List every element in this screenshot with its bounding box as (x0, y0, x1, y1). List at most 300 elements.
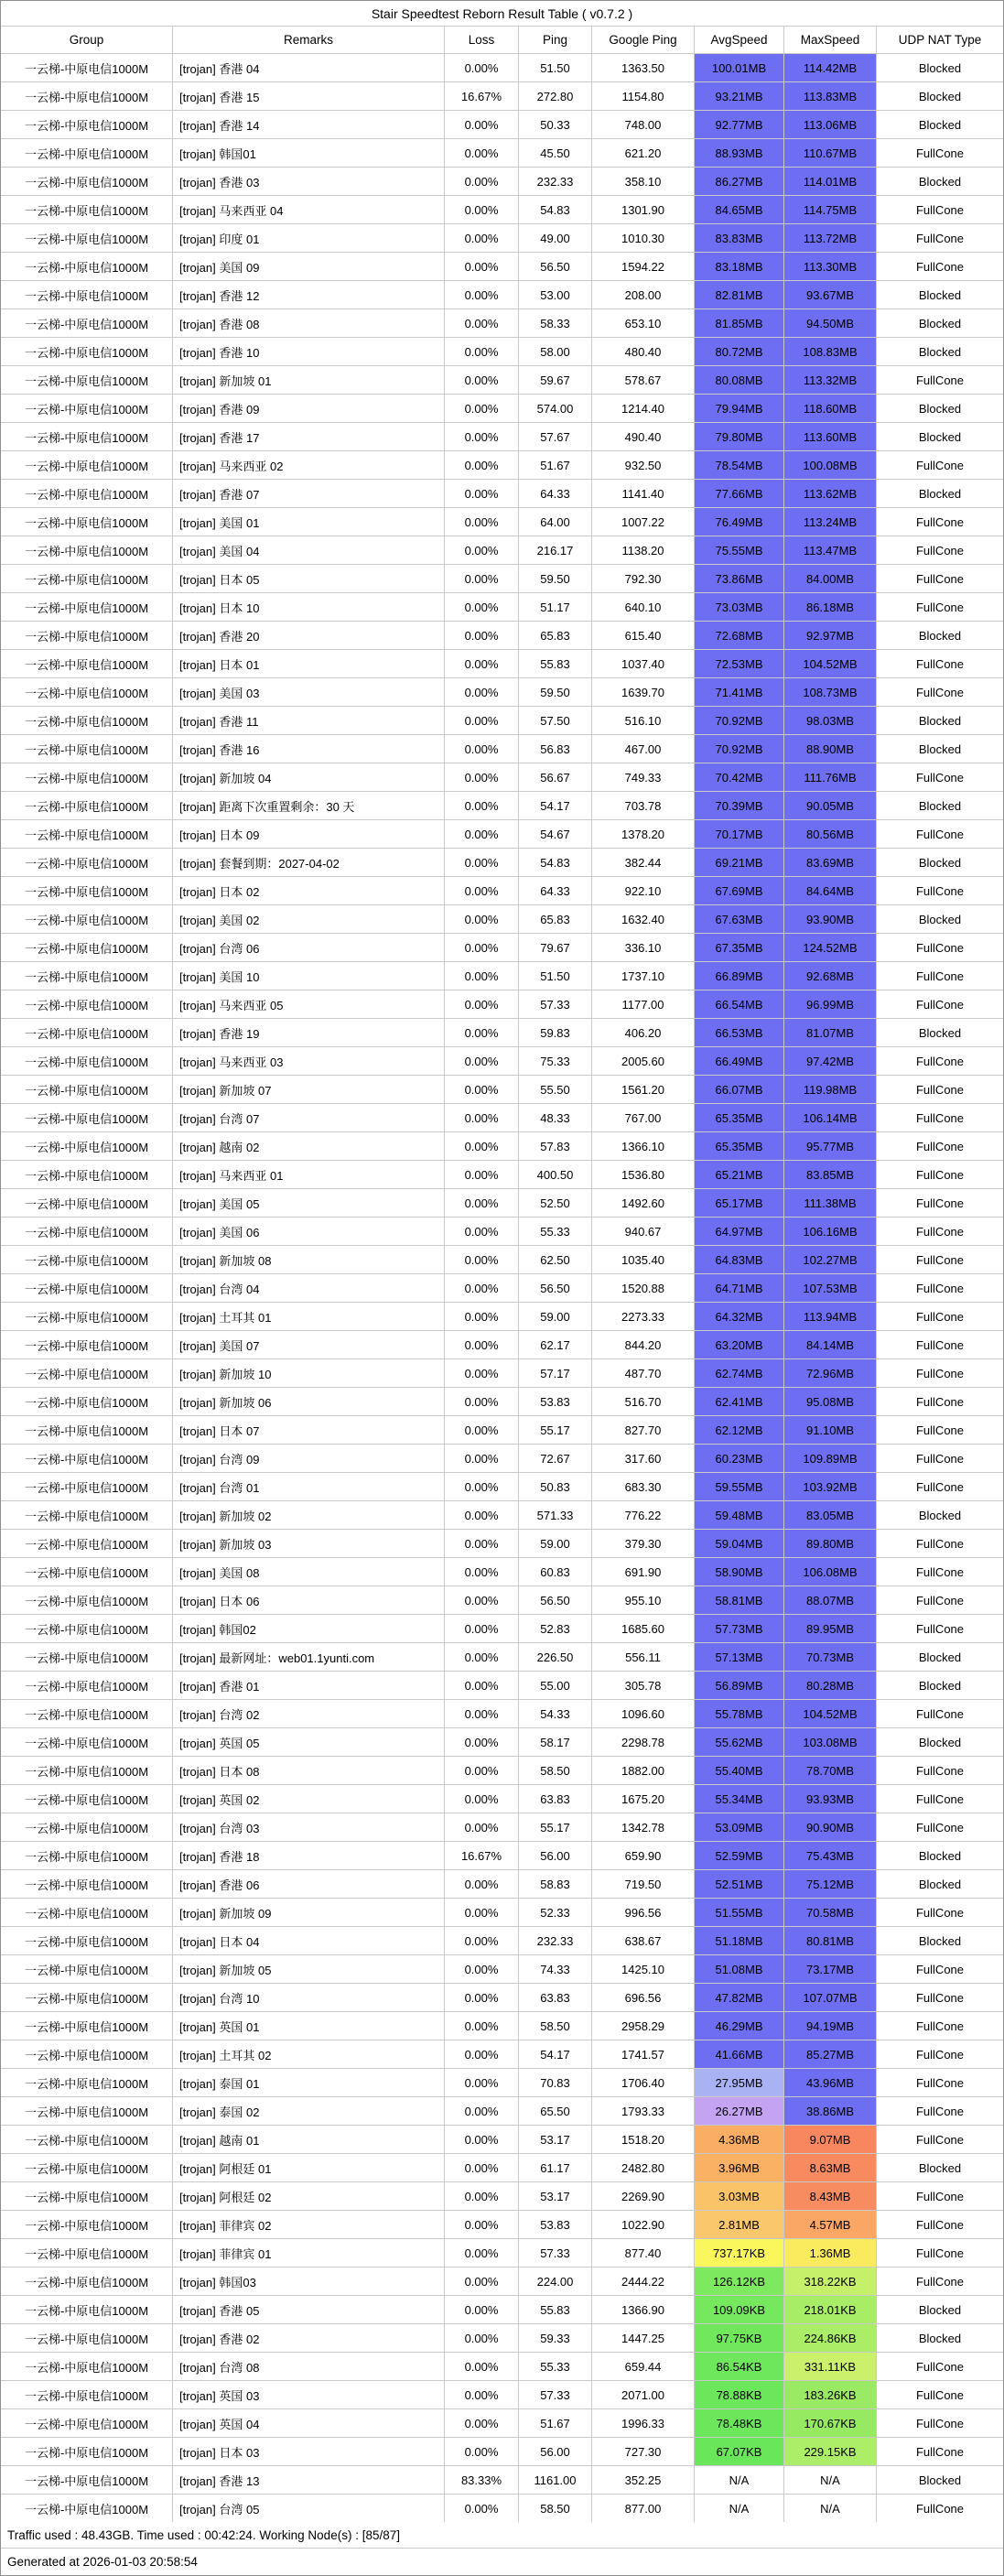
cell-avgspeed: 73.03MB (695, 593, 784, 621)
cell-google-ping: 487.70 (592, 1359, 695, 1387)
cell-loss: 0.00% (445, 1955, 519, 1983)
cell-ping: 51.50 (519, 962, 592, 990)
cell-ping: 62.50 (519, 1246, 592, 1273)
cell-udp-nat-type: FullCone (915, 1394, 965, 1409)
cell-group: 一云梯-中原电信1000M (1, 1899, 173, 1926)
cell-udp-nat-type: Blocked (918, 1877, 962, 1891)
cell-google-ping: 844.20 (592, 1331, 695, 1358)
cell-avgspeed: 64.97MB (695, 1218, 784, 1245)
cell-loss: 0.00% (445, 1785, 519, 1813)
cell-group: 一云梯-中原电信1000M (1, 2069, 173, 2096)
cell-ping: 57.33 (519, 990, 592, 1018)
cell-udp-nat-type: FullCone (915, 202, 965, 217)
cell-group: 一云梯-中原电信1000M (1, 1558, 173, 1586)
cell-avgspeed: 66.07MB (695, 1076, 784, 1103)
cell-group: 一云梯-中原电信1000M (1, 2182, 173, 2210)
cell-loss: 0.00% (445, 565, 519, 592)
cell-ping: 51.67 (519, 451, 592, 479)
cell-ping: 53.17 (519, 2182, 592, 2210)
cell-google-ping: 922.10 (592, 877, 695, 904)
cell-loss: 0.00% (445, 1416, 519, 1444)
cell-remarks: [trojan] 韩国01 (173, 139, 445, 167)
cell-google-ping: 467.00 (592, 735, 695, 763)
cell-remarks: [trojan] 新加坡 07 (173, 1076, 445, 1103)
cell-udp-nat-type: FullCone (915, 2359, 965, 2374)
cell-google-ping: 1378.20 (592, 820, 695, 848)
cell-remarks: [trojan] 美国 07 (173, 1331, 445, 1358)
cell-group: 一云梯-中原电信1000M (1, 820, 173, 848)
table-row (1, 2097, 1003, 2126)
table-row (1, 1445, 1003, 1473)
cell-google-ping: 1138.20 (592, 536, 695, 564)
cell-remarks: [trojan] 台湾 10 (173, 1984, 445, 2011)
cell-group: 一云梯-中原电信1000M (1, 1813, 173, 1841)
table-row (1, 2296, 1003, 2324)
table-row (1, 2466, 1003, 2495)
cell-udp-nat-type: Blocked (918, 713, 962, 728)
table-row (1, 451, 1003, 480)
cell-ping: 53.83 (519, 1388, 592, 1415)
cell-udp-nat-type: FullCone (915, 1139, 965, 1153)
cell-maxspeed: 110.67MB (784, 139, 877, 167)
cell-maxspeed: 111.76MB (784, 763, 877, 791)
cell-avgspeed: 66.89MB (695, 962, 784, 990)
cell-group: 一云梯-中原电信1000M (1, 1246, 173, 1273)
cell-loss: 0.00% (445, 2069, 519, 2096)
table-row (1, 1076, 1003, 1104)
table-row (1, 196, 1003, 224)
cell-ping: 64.00 (519, 508, 592, 536)
table-row (1, 934, 1003, 962)
cell-google-ping: 2005.60 (592, 1047, 695, 1075)
cell-avgspeed: 78.88KB (695, 2381, 784, 2408)
cell-group: 一云梯-中原电信1000M (1, 1501, 173, 1529)
cell-group: 一云梯-中原电信1000M (1, 707, 173, 734)
cell-maxspeed: 80.81MB (784, 1927, 877, 1954)
cell-ping: 50.83 (519, 1473, 592, 1500)
cell-remarks: [trojan] 马来西亚 02 (173, 451, 445, 479)
cell-ping: 224.00 (519, 2268, 592, 2295)
cell-avgspeed: 86.54KB (695, 2353, 784, 2380)
cell-google-ping: 2269.90 (592, 2182, 695, 2210)
cell-avgspeed: 109.09KB (695, 2296, 784, 2323)
cell-remarks: [trojan] 美国 01 (173, 508, 445, 536)
cell-udp-nat-type: FullCone (915, 656, 965, 671)
cell-ping: 57.83 (519, 1132, 592, 1160)
cell-ping: 64.33 (519, 480, 592, 507)
cell-maxspeed: 96.99MB (784, 990, 877, 1018)
cell-loss: 0.00% (445, 990, 519, 1018)
cell-maxspeed: 113.62MB (784, 480, 877, 507)
cell-remarks: [trojan] 美国 02 (173, 905, 445, 933)
cell-udp-nat-type: FullCone (915, 458, 965, 472)
cell-remarks: [trojan] 香港 08 (173, 309, 445, 337)
table-row (1, 1416, 1003, 1445)
cell-remarks: [trojan] 香港 10 (173, 338, 445, 365)
cell-maxspeed: 114.01MB (784, 168, 877, 195)
cell-group: 一云梯-中原电信1000M (1, 2381, 173, 2408)
cell-remarks: [trojan] 韩国03 (173, 2268, 445, 2295)
cell-remarks: [trojan] 台湾 07 (173, 1104, 445, 1131)
cell-loss: 0.00% (445, 1161, 519, 1188)
cell-group: 一云梯-中原电信1000M (1, 1955, 173, 1983)
cell-group: 一云梯-中原电信1000M (1, 735, 173, 763)
cell-ping: 75.33 (519, 1047, 592, 1075)
cell-avgspeed: 79.94MB (695, 395, 784, 422)
cell-avgspeed: 75.55MB (695, 536, 784, 564)
cell-ping: 59.67 (519, 366, 592, 394)
cell-udp-nat-type: FullCone (915, 543, 965, 557)
cell-google-ping: 659.90 (592, 1842, 695, 1869)
cell-maxspeed: 95.77MB (784, 1132, 877, 1160)
cell-group: 一云梯-中原电信1000M (1, 508, 173, 536)
cell-loss: 0.00% (445, 792, 519, 819)
cell-udp-nat-type: Blocked (918, 1650, 962, 1664)
cell-maxspeed: 106.16MB (784, 1218, 877, 1245)
cell-maxspeed: 103.92MB (784, 1473, 877, 1500)
cell-avgspeed: 78.48KB (695, 2409, 784, 2437)
cell-ping: 571.33 (519, 1501, 592, 1529)
cell-loss: 0.00% (445, 2239, 519, 2267)
cell-remarks: [trojan] 台湾 09 (173, 1445, 445, 1472)
cell-group: 一云梯-中原电信1000M (1, 1388, 173, 1415)
cell-ping: 65.83 (519, 905, 592, 933)
cell-maxspeed: 80.28MB (784, 1672, 877, 1699)
cell-remarks: [trojan] 台湾 01 (173, 1473, 445, 1500)
cell-loss: 0.00% (445, 849, 519, 876)
cell-loss: 0.00% (445, 678, 519, 706)
cell-google-ping: 877.00 (592, 2495, 695, 2522)
cell-group: 一云梯-中原电信1000M (1, 1842, 173, 1869)
cell-loss: 0.00% (445, 1388, 519, 1415)
cell-loss: 0.00% (445, 1019, 519, 1046)
cell-udp-nat-type: FullCone (915, 1082, 965, 1097)
cell-ping: 59.50 (519, 565, 592, 592)
table-row (1, 366, 1003, 395)
cell-loss: 0.00% (445, 1899, 519, 1926)
table-row (1, 593, 1003, 622)
cell-maxspeed: 93.67MB (784, 281, 877, 308)
cell-maxspeed: 70.58MB (784, 1899, 877, 1926)
cell-udp-nat-type: FullCone (915, 373, 965, 387)
cell-maxspeed: 114.42MB (784, 54, 877, 81)
cell-ping: 56.50 (519, 1586, 592, 1614)
table-row (1, 1728, 1003, 1757)
cell-group: 一云梯-中原电信1000M (1, 1530, 173, 1557)
cell-loss: 0.00% (445, 224, 519, 252)
cell-udp-nat-type: FullCone (915, 1224, 965, 1239)
cell-group: 一云梯-中原电信1000M (1, 480, 173, 507)
cell-remarks: [trojan] 印度 01 (173, 224, 445, 252)
cell-group: 一云梯-中原电信1000M (1, 2097, 173, 2125)
table-row (1, 508, 1003, 536)
cell-remarks: [trojan] 日本 10 (173, 593, 445, 621)
cell-maxspeed: 108.73MB (784, 678, 877, 706)
cell-ping: 216.17 (519, 536, 592, 564)
cell-remarks: [trojan] 香港 16 (173, 735, 445, 763)
cell-group: 一云梯-中原电信1000M (1, 2409, 173, 2437)
cell-udp-nat-type: Blocked (918, 174, 962, 189)
cell-loss: 0.00% (445, 1303, 519, 1330)
cell-group: 一云梯-中原电信1000M (1, 82, 173, 110)
table-row (1, 1359, 1003, 1388)
cell-loss: 0.00% (445, 366, 519, 394)
cell-google-ping: 208.00 (592, 281, 695, 308)
cell-ping: 51.50 (519, 54, 592, 81)
cell-avgspeed: 51.55MB (695, 1899, 784, 1926)
cell-group: 一云梯-中原电信1000M (1, 962, 173, 990)
cell-avgspeed: 58.90MB (695, 1558, 784, 1586)
cell-maxspeed: 331.11KB (784, 2353, 877, 2380)
table-row (1, 678, 1003, 707)
cell-loss: 0.00% (445, 1700, 519, 1727)
table-row (1, 1132, 1003, 1161)
cell-google-ping: 2958.29 (592, 2012, 695, 2040)
cell-maxspeed: 104.52MB (784, 1700, 877, 1727)
cell-remarks: [trojan] 马来西亚 04 (173, 196, 445, 223)
col-header-udp-nat-type: UDP NAT Type (898, 33, 982, 47)
cell-maxspeed: 106.14MB (784, 1104, 877, 1131)
cell-maxspeed: 8.63MB (784, 2154, 877, 2181)
cell-remarks: [trojan] 英国 02 (173, 1785, 445, 1813)
cell-group: 一云梯-中原电信1000M (1, 2466, 173, 2494)
table-row (1, 877, 1003, 905)
cell-loss: 0.00% (445, 1274, 519, 1302)
cell-maxspeed: 98.03MB (784, 707, 877, 734)
cell-google-ping: 1366.10 (592, 1132, 695, 1160)
cell-loss: 0.00% (445, 735, 519, 763)
cell-remarks: [trojan] 日本 02 (173, 877, 445, 904)
table-row (1, 1643, 1003, 1672)
table-row (1, 1501, 1003, 1530)
cell-loss: 0.00% (445, 1359, 519, 1387)
col-header-ping: Ping (519, 27, 592, 53)
cell-ping: 51.17 (519, 593, 592, 621)
table-row (1, 1104, 1003, 1132)
table-row (1, 2381, 1003, 2409)
cell-ping: 74.33 (519, 1955, 592, 1983)
cell-remarks: [trojan] 土耳其 01 (173, 1303, 445, 1330)
cell-group: 一云梯-中原电信1000M (1, 1161, 173, 1188)
cell-group: 一云梯-中原电信1000M (1, 2012, 173, 2040)
cell-loss: 83.33% (445, 2466, 519, 2494)
cell-udp-nat-type: FullCone (915, 1820, 965, 1835)
cell-avgspeed: 65.21MB (695, 1161, 784, 1188)
cell-loss: 0.00% (445, 2495, 519, 2522)
cell-google-ping: 767.00 (592, 1104, 695, 1131)
cell-udp-nat-type: FullCone (915, 2387, 965, 2402)
cell-avgspeed: 67.63MB (695, 905, 784, 933)
cell-loss: 0.00% (445, 2040, 519, 2068)
cell-ping: 58.17 (519, 1728, 592, 1756)
cell-udp-nat-type: FullCone (915, 2501, 965, 2516)
table-row (1, 2126, 1003, 2154)
cell-loss: 0.00% (445, 707, 519, 734)
cell-group: 一云梯-中原电信1000M (1, 196, 173, 223)
cell-ping: 56.50 (519, 1274, 592, 1302)
cell-avgspeed: 64.83MB (695, 1246, 784, 1273)
cell-group: 一云梯-中原电信1000M (1, 2268, 173, 2295)
cell-google-ping: 382.44 (592, 849, 695, 876)
cell-loss: 0.00% (445, 480, 519, 507)
cell-group: 一云梯-中原电信1000M (1, 168, 173, 195)
cell-remarks: [trojan] 香港 04 (173, 54, 445, 81)
cell-avgspeed: 52.59MB (695, 1842, 784, 1869)
cell-remarks: [trojan] 马来西亚 01 (173, 1161, 445, 1188)
cell-loss: 0.00% (445, 309, 519, 337)
cell-ping: 53.00 (519, 281, 592, 308)
cell-remarks: [trojan] 日本 08 (173, 1757, 445, 1784)
table-row (1, 1984, 1003, 2012)
cell-ping: 56.67 (519, 763, 592, 791)
cell-loss: 0.00% (445, 196, 519, 223)
cell-ping: 72.67 (519, 1445, 592, 1472)
cell-google-ping: 1675.20 (592, 1785, 695, 1813)
cell-udp-nat-type: FullCone (915, 146, 965, 160)
cell-remarks: [trojan] 香港 03 (173, 168, 445, 195)
cell-group: 一云梯-中原电信1000M (1, 622, 173, 649)
cell-udp-nat-type: FullCone (915, 2047, 965, 2062)
cell-group: 一云梯-中原电信1000M (1, 2126, 173, 2153)
cell-ping: 59.50 (519, 678, 592, 706)
cell-udp-nat-type: Blocked (918, 316, 962, 330)
cell-avgspeed: 64.32MB (695, 1303, 784, 1330)
cell-loss: 0.00% (445, 2438, 519, 2465)
table-row (1, 707, 1003, 735)
cell-udp-nat-type: Blocked (918, 628, 962, 643)
cell-maxspeed: 88.07MB (784, 1586, 877, 1614)
cell-loss: 0.00% (445, 1984, 519, 2011)
cell-udp-nat-type: FullCone (915, 940, 965, 955)
cell-remarks: [trojan] 香港 15 (173, 82, 445, 110)
cell-udp-nat-type: FullCone (915, 883, 965, 898)
cell-remarks: [trojan] 台湾 06 (173, 934, 445, 961)
cell-google-ping: 749.33 (592, 763, 695, 791)
cell-loss: 0.00% (445, 934, 519, 961)
cell-avgspeed: 53.09MB (695, 1813, 784, 1841)
table-row (1, 139, 1003, 168)
cell-group: 一云梯-中原电信1000M (1, 281, 173, 308)
cell-avgspeed: 26.27MB (695, 2097, 784, 2125)
cell-loss: 0.00% (445, 962, 519, 990)
cell-maxspeed: 75.12MB (784, 1870, 877, 1898)
footer-stats: Traffic used : 48.43GB. Time used : 00:42:24. Working Node(s) : [85/87] (1, 2522, 1003, 2549)
cell-remarks: [trojan] 新加坡 06 (173, 1388, 445, 1415)
table-row (1, 536, 1003, 565)
cell-group: 一云梯-中原电信1000M (1, 1700, 173, 1727)
cell-udp-nat-type: FullCone (915, 1366, 965, 1380)
cell-group: 一云梯-中原电信1000M (1, 849, 173, 876)
table-row (1, 1813, 1003, 1842)
cell-ping: 232.33 (519, 1927, 592, 1954)
table-row (1, 962, 1003, 990)
table-row (1, 2154, 1003, 2182)
cell-maxspeed: 73.17MB (784, 1955, 877, 1983)
cell-remarks: [trojan] 日本 03 (173, 2438, 445, 2465)
cell-google-ping: 940.67 (592, 1218, 695, 1245)
cell-remarks: [trojan] 香港 01 (173, 1672, 445, 1699)
cell-google-ping: 1022.90 (592, 2211, 695, 2238)
cell-avgspeed: 58.81MB (695, 1586, 784, 1614)
cell-maxspeed: 83.69MB (784, 849, 877, 876)
cell-group: 一云梯-中原电信1000M (1, 54, 173, 81)
cell-google-ping: 317.60 (592, 1445, 695, 1472)
table-row (1, 1927, 1003, 1955)
cell-loss: 0.00% (445, 1643, 519, 1671)
cell-ping: 53.17 (519, 2126, 592, 2153)
cell-group: 一云梯-中原电信1000M (1, 1586, 173, 1614)
cell-ping: 59.83 (519, 1019, 592, 1046)
cell-udp-nat-type: FullCone (915, 1167, 965, 1182)
cell-ping: 59.33 (519, 2324, 592, 2352)
cell-maxspeed: 78.70MB (784, 1757, 877, 1784)
cell-remarks: [trojan] 英国 05 (173, 1728, 445, 1756)
cell-group: 一云梯-中原电信1000M (1, 792, 173, 819)
cell-loss: 0.00% (445, 1530, 519, 1557)
table-row (1, 2239, 1003, 2268)
cell-avgspeed: 84.65MB (695, 196, 784, 223)
cell-ping: 55.83 (519, 2296, 592, 2323)
cell-remarks: [trojan] 香港 17 (173, 423, 445, 450)
cell-udp-nat-type: FullCone (915, 259, 965, 274)
cell-maxspeed: 88.90MB (784, 735, 877, 763)
cell-udp-nat-type: Blocked (918, 401, 962, 416)
cell-udp-nat-type: FullCone (915, 685, 965, 699)
cell-ping: 52.50 (519, 1189, 592, 1217)
cell-udp-nat-type: Blocked (918, 287, 962, 302)
cell-ping: 55.00 (519, 1672, 592, 1699)
cell-group: 一云梯-中原电信1000M (1, 2040, 173, 2068)
cell-ping: 59.00 (519, 1530, 592, 1557)
cell-udp-nat-type: FullCone (915, 1990, 965, 2005)
cell-loss: 0.00% (445, 1728, 519, 1756)
table-header (1, 27, 1003, 54)
cell-maxspeed: 94.19MB (784, 2012, 877, 2040)
cell-udp-nat-type: FullCone (915, 2132, 965, 2147)
cell-loss: 16.67% (445, 1842, 519, 1869)
cell-google-ping: 621.20 (592, 139, 695, 167)
cell-google-ping: 1518.20 (592, 2126, 695, 2153)
cell-avgspeed: 65.35MB (695, 1132, 784, 1160)
table-row (1, 1700, 1003, 1728)
cell-avgspeed: 83.83MB (695, 224, 784, 252)
cell-google-ping: 516.10 (592, 707, 695, 734)
cell-avgspeed: 72.53MB (695, 650, 784, 677)
cell-remarks: [trojan] 泰国 01 (173, 2069, 445, 2096)
cell-udp-nat-type: FullCone (915, 1337, 965, 1352)
cell-avgspeed: 70.92MB (695, 707, 784, 734)
cell-avgspeed: 57.13MB (695, 1643, 784, 1671)
cell-loss: 0.00% (445, 139, 519, 167)
cell-ping: 400.50 (519, 1161, 592, 1188)
cell-avgspeed: 59.04MB (695, 1530, 784, 1557)
cell-google-ping: 1010.30 (592, 224, 695, 252)
cell-remarks: [trojan] 香港 20 (173, 622, 445, 649)
cell-avgspeed: 100.01MB (695, 54, 784, 81)
cell-group: 一云梯-中原电信1000M (1, 1303, 173, 1330)
cell-loss: 0.00% (445, 650, 519, 677)
table-row (1, 111, 1003, 139)
cell-ping: 55.17 (519, 1813, 592, 1841)
cell-google-ping: 336.10 (592, 934, 695, 961)
cell-udp-nat-type: Blocked (918, 1025, 962, 1040)
cell-remarks: [trojan] 套餐到期：2027-04-02 (173, 849, 445, 876)
table-row (1, 1785, 1003, 1813)
cell-google-ping: 955.10 (592, 1586, 695, 1614)
col-header-remarks: Remarks (173, 27, 445, 53)
cell-loss: 0.00% (445, 2211, 519, 2238)
cell-remarks: [trojan] 阿根廷 02 (173, 2182, 445, 2210)
